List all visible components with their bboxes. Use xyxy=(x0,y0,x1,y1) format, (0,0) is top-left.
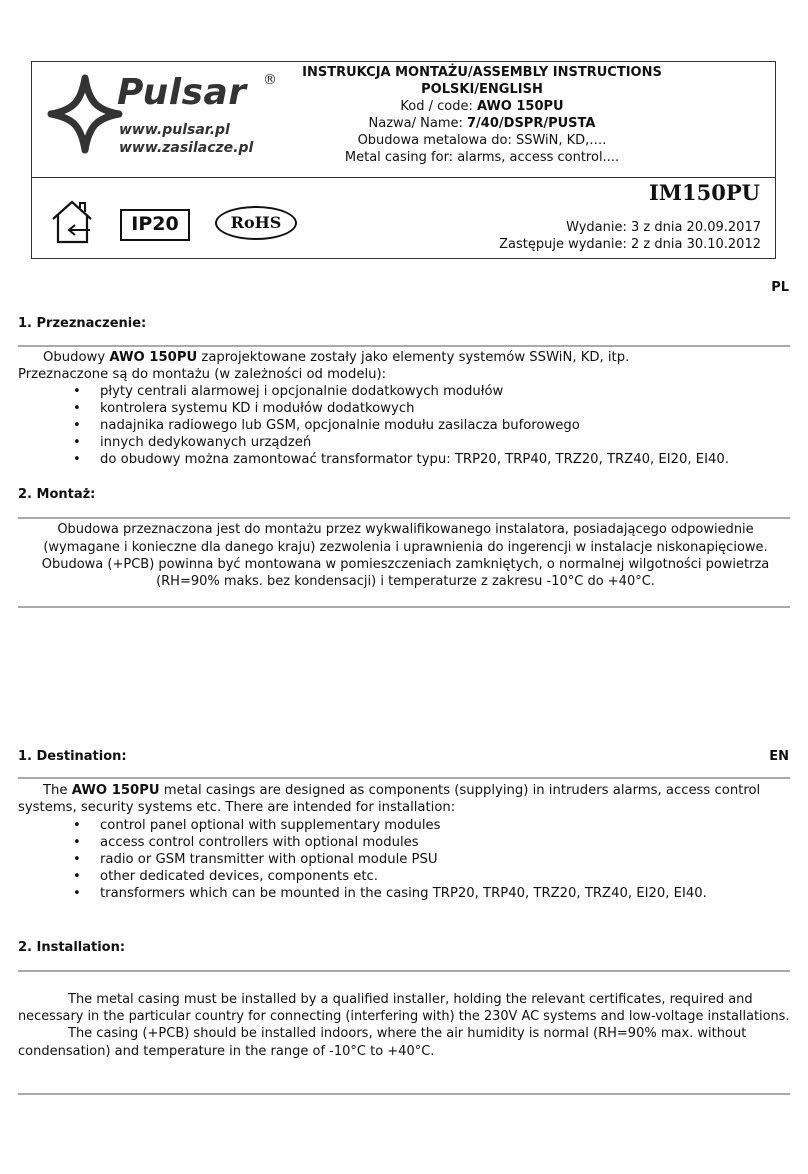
list-item-text: other dedicated devices, components etc. xyxy=(100,869,378,884)
en-install-line3: The casing (+PCB) should be installed indoors, where the air humidity is normal (RH=90% max. without xyxy=(68,1026,747,1041)
pl-product-code: AWO 150PU xyxy=(109,350,198,365)
en-intro xyxy=(18,782,793,799)
pl-install-line2: (wymagane i konieczne dla danego kraju) zezwolenia i uprawnienia do ingerencji w instalacje niskonapięciowe. xyxy=(43,540,768,555)
doc-code: IM150PU xyxy=(648,180,760,205)
desc-en: Metal casing for: alarms, access control.... xyxy=(344,150,620,165)
header-divider xyxy=(32,177,775,178)
list-item: • płyty centrali alarmowej i opcjonalnie dodatkowych modułów xyxy=(73,384,504,399)
list-item: • nadajnika radiowego lub GSM, opcjonalnie modułu zasilacza buforowego xyxy=(73,418,580,433)
en-bullet-list xyxy=(73,817,707,902)
list-item: • kontrolera systemu KD i modułów dodatkowych xyxy=(73,401,415,416)
list-item: • innych dedykowanych urządzeń xyxy=(73,435,312,450)
list-item-text: radio or GSM transmitter with optional module PSU xyxy=(100,852,438,867)
en-intro2: systems, security systems etc. There are intended for installation: xyxy=(18,800,456,815)
url-zasilacze[interactable]: www.zasilacze.pl xyxy=(119,140,254,156)
registered-mark: ® xyxy=(263,72,277,88)
list-item: • radio or GSM transmitter with optional module PSU xyxy=(73,852,438,867)
en-install-line1: The metal casing must be installed by a qualified installer, holding the relevant certificates, required and xyxy=(68,992,753,1007)
replaces: Zastępuje wydanie: 2 z dnia 30.10.2012 xyxy=(499,237,761,252)
desc-pl: Obudowa metalowa do: SSWiN, KD,…. xyxy=(357,133,607,148)
list-item-text: nadajnika radiowego lub GSM, opcjonalnie modułu zasilacza buforowego xyxy=(100,418,580,433)
list-item: • do obudowy można zamontować transformator typu: TRP20, TRP40, TRZ20, TRZ40, EI20, EI40. xyxy=(73,452,729,467)
pl-install-line4: (RH=90% maks. bez kondensacji) i temperaturze z zakresu -10°C do +40°C. xyxy=(156,574,655,589)
brand-name: Pulsar xyxy=(117,72,247,113)
list-item-text: access control controllers with optional modules xyxy=(100,835,419,850)
divider xyxy=(18,606,790,608)
list-item-text: transformers which can be mounted in the casing TRP20, TRP40, TRZ20, TRZ40, EI20, EI40. xyxy=(100,886,707,901)
name-line xyxy=(282,115,682,132)
en-intro-text-end: metal casings are designed as components (supplying) in intruders alarms, access control xyxy=(159,783,761,798)
list-item-text: control panel optional with supplementary modules xyxy=(100,818,441,833)
list-item: • control panel optional with supplementary modules xyxy=(73,818,441,833)
pulsar-logo-icon xyxy=(47,74,123,154)
pl-install-line1: Obudowa przeznaczona jest do montażu przez wykwalifikowanego instalatora, posiadającego odpowiednie xyxy=(57,522,754,537)
en-section1-title: 1. Destination: xyxy=(18,749,127,764)
lang-marker-en: EN xyxy=(769,749,789,764)
pl-intro2: Przeznaczone są do montażu (w zależności od modelu): xyxy=(18,367,387,382)
pl-section1-title: 1. Przeznaczenie: xyxy=(18,316,147,331)
edition: Wydanie: 3 z dnia 20.09.2017 xyxy=(566,220,761,235)
list-item-text: kontrolera systemu KD i modułów dodatkowych xyxy=(100,401,415,416)
pl-intro-text: Obudowy xyxy=(43,350,110,365)
ip20-badge: IP20 xyxy=(120,209,190,241)
pl-intro xyxy=(18,349,793,366)
name-value: 7/40/DSPR/PUSTA xyxy=(467,116,596,131)
pl-install-line3: Obudowa (+PCB) powinna być montowana w pomieszczeniach zamkniętych, o normalnej wilgotności powietrza xyxy=(41,557,770,572)
en-install-line2: necessary in the particular country for connecting (interfering with) the 230V AC systems and low-voltage installations. xyxy=(18,1009,790,1024)
doc-languages: POLSKI/ENGLISH xyxy=(421,82,543,97)
list-item-text: do obudowy można zamontować transformator typu: TRP20, TRP40, TRZ20, TRZ40, EI20, EI40. xyxy=(100,452,729,467)
pl-section2-title: 2. Montaż: xyxy=(18,487,96,502)
en-product-code: AWO 150PU xyxy=(71,783,160,798)
en-install-line4: condensation) and temperature in the range of -10°C to +40°C. xyxy=(18,1044,435,1059)
url-pulsar[interactable]: www.pulsar.pl xyxy=(119,122,230,138)
name-label: Nazwa/ Name: xyxy=(368,116,463,131)
en-intro-text: The xyxy=(43,783,72,798)
header-box xyxy=(31,61,776,259)
divider xyxy=(18,517,790,519)
rohs-badge: RoHS xyxy=(215,206,297,240)
code-value: AWO 150PU xyxy=(476,99,564,114)
divider xyxy=(18,1093,790,1095)
list-item: • other dedicated devices, components etc. xyxy=(73,869,378,884)
list-item: • transformers which can be mounted in the casing TRP20, TRP40, TRZ20, TRZ40, EI20, EI40. xyxy=(73,886,707,901)
list-item: • access control controllers with optional modules xyxy=(73,835,419,850)
list-item-text: innych dedykowanych urządzeń xyxy=(100,435,312,450)
code-line xyxy=(282,98,682,115)
lang-marker-pl: PL xyxy=(771,280,789,295)
pl-intro-text-end: zaprojektowane zostały jako elementy systemów SSWiN, KD, itp. xyxy=(197,350,630,365)
code-label: Kod / code: xyxy=(400,99,473,114)
divider xyxy=(18,970,790,972)
doc-title: INSTRUKCJA MONTAŻU/ASSEMBLY INSTRUCTIONS xyxy=(302,65,662,80)
indoor-house-icon xyxy=(50,199,94,245)
divider xyxy=(18,777,790,779)
list-item-text: płyty centrali alarmowej i opcjonalnie dodatkowych modułów xyxy=(100,384,504,399)
en-section2-title: 2. Installation: xyxy=(18,940,126,955)
divider xyxy=(18,345,790,347)
pl-bullet-list xyxy=(73,383,729,468)
